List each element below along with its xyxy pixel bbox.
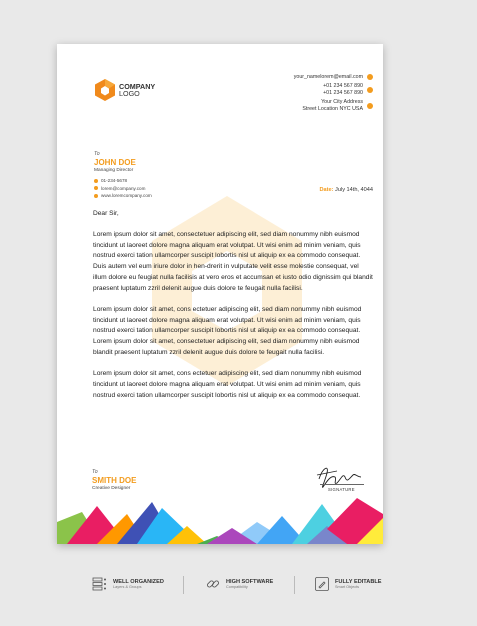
contact-address-row <box>294 99 373 112</box>
email-icon <box>94 186 98 190</box>
web-icon <box>94 194 98 198</box>
company-logo <box>95 79 159 101</box>
body-paragraph: Lorem ipsum dolor sit amet, consectetuer adipiscing elit, sed diam nonummy nibh euismod tincidunt ut laoreet dolore magna aliquam erat volutpat. Ut wisi enim ad minim veniam, quis nostrud exerci tation ullamcorper suscipit lobortis nisl ut aliquip ex ea commodo consequat. Duis autem vel eum iriure dolor in hen-drerit in vulputate velit esse molestie consequat, vel illum dolore eu feugiat nulla facilisis at vero eros et accumsan et iusto odio dignissim qui blandit praesent luptatum zzril delenit augue duis dolore te feugait nulla facilisi. <box>93 231 373 292</box>
feature-subtitle: Compatibility <box>226 585 248 589</box>
letterhead-page <box>57 44 383 544</box>
feature-fully-editable <box>314 576 382 592</box>
recipient-details <box>94 177 152 200</box>
divider <box>294 576 295 594</box>
location-icon <box>367 103 373 109</box>
feature-title: FULLY EDITABLE <box>335 579 382 585</box>
hexagon-logo-icon <box>95 79 115 101</box>
edit-icon <box>314 576 330 592</box>
contact-address-2: Street Location NYC USA <box>302 105 363 112</box>
signature-label: SIGNATURE <box>328 487 355 492</box>
recipient-name: JOHN DOE <box>94 158 136 167</box>
contact-email-row <box>294 74 373 80</box>
salutation: Dear Sir, <box>93 210 119 217</box>
recipient-to-label: To <box>94 151 100 157</box>
contact-phone-2: +01 234 567 890 <box>323 89 363 96</box>
date-label: Date: <box>319 187 334 193</box>
contact-phone-1: +01 234 567 890 <box>323 83 363 89</box>
body-paragraph: Lorem ipsum dolor sit amet, cons ectetuer adipiscing elit, sed diam nonummy nibh euismod tincidunt ut laoreet dolore magna aliquam erat volutpat. Ut wisi enim ad minim veniam, quis nostrud exerci tation ullamcorper suscipit lobortis nisl ut aliquip ex ea commodo consequat. Lorem ipsum dolor sit amet, consectetuer adipiscing elit, sed diam nonummy nibh euismod blandit praesent luptatum zzril delenit augue duis dolore te feugait nulla facilisi. <box>93 305 362 356</box>
contact-phone-row <box>294 83 373 96</box>
sender-role: Creative Designer <box>92 486 131 491</box>
feature-well-organized <box>92 576 164 592</box>
feature-subtitle: Layers & Groups <box>113 585 142 589</box>
email-icon <box>367 74 373 80</box>
recipient-web: www.loremcompany.com <box>101 193 152 199</box>
recipient-email: lorem@company.com <box>101 185 146 191</box>
recipient-phone: 01-234-5678 <box>101 178 128 183</box>
divider <box>183 576 184 594</box>
contact-block <box>294 74 373 115</box>
contact-address-1: Your City Address <box>321 99 363 106</box>
feature-strip <box>0 576 477 596</box>
phone-icon <box>367 87 373 93</box>
decorative-polygons <box>57 484 383 544</box>
feature-high-software <box>205 576 273 592</box>
sender-to-label: To <box>92 469 98 475</box>
letter-body <box>93 230 374 412</box>
date-line <box>319 187 373 193</box>
logo-line-2: LOGO <box>119 89 140 98</box>
body-paragraph: Lorem ipsum dolor sit amet, cons ectetuer adipiscing elit, sed diam nonummy nibh euismod tincidunt ut laoreet dolore magna aliquam erat volutpat. Ut wisi enim ad minim veniam, quis nostrud exerci tation ullamcorper suscipit lobortis nisl ut aliquip ex ea commodo consequat. <box>93 370 362 399</box>
logo-line-1: COMPANY <box>119 81 156 91</box>
feature-subtitle: Smart Objects <box>335 585 360 589</box>
link-icon <box>205 576 221 592</box>
date-value: July 14th, 4044 <box>335 187 373 193</box>
recipient-role: Managing Director <box>94 168 134 173</box>
feature-title: WELL ORGANIZED <box>113 579 164 585</box>
phone-icon <box>94 179 98 183</box>
contact-email: your_namelorem@email.com <box>293 74 363 80</box>
sender-name: SMITH DOE <box>92 476 137 485</box>
layers-icon <box>92 576 108 592</box>
feature-title: HIGH SOFTWARE <box>226 579 274 585</box>
